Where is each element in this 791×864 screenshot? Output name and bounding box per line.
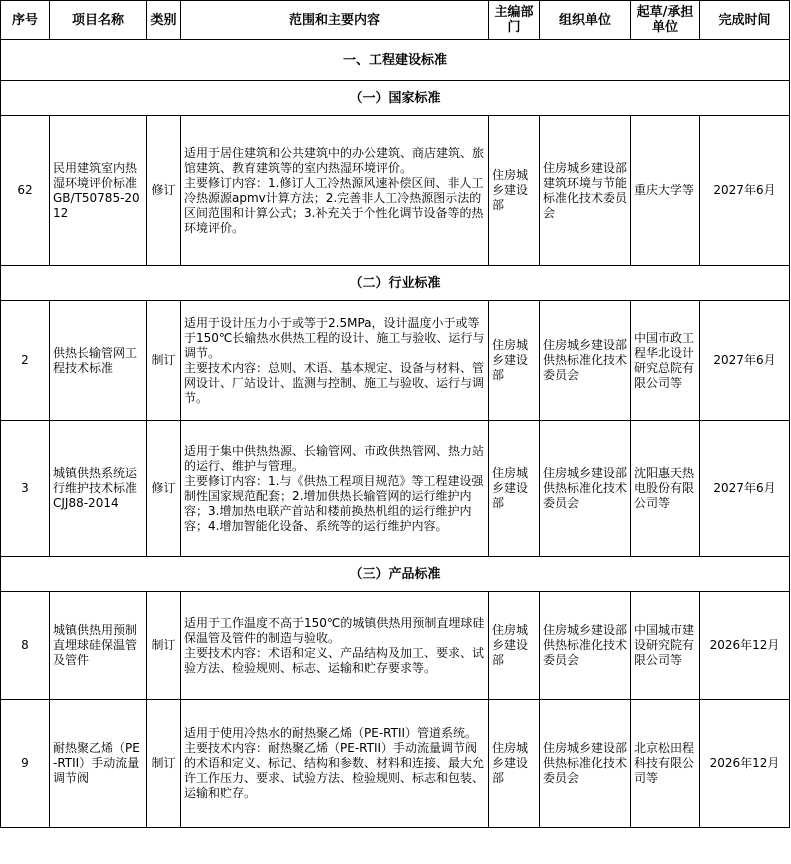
project-type: 制订 (147, 592, 181, 700)
editing-dept: 住房城乡建设部 (489, 116, 540, 266)
organizing-unit: 住房城乡建设部供热标准化技术委员会 (540, 700, 631, 828)
table-row (1, 700, 790, 828)
project-name: 供热长输管网工程技术标准 (50, 301, 147, 421)
project-type: 修订 (147, 116, 181, 266)
completion-date: 2027年6月 (700, 421, 790, 557)
scope-content (181, 592, 489, 700)
row-number: 8 (1, 592, 50, 700)
project-name: 城镇供热系统运行维护技术标准CJJ88-2014 (50, 421, 147, 557)
main-content-text: 主要技术内容：总则、术语、基本规定、设备与材料、管网设计、厂站设计、监测与控制、施工与验收、运行与调节。 (184, 360, 485, 405)
main-content-text: 主要修订内容：1.修订人工冷热源风速补偿区间、非人工冷热源源apmv计算方法；2.完善非人工冷热源图示法的区间范围和计算公式；3.补充关于个性化调节设备等的热环境评价。 (184, 175, 484, 235)
main-content-text: 主要技术内容：术语和定义、产品结构及加工、要求、试验方法、检验规则、标志、运输和贮存要求等。 (184, 645, 485, 675)
completion-date: 2027年6月 (700, 301, 790, 421)
project-type: 制订 (147, 301, 181, 421)
scope-text: 适用于居住建筑和公共建筑中的办公建筑、商店建筑、旅馆建筑、教育建筑等的室内热湿环境评价。 (184, 145, 485, 175)
drafting-unit: 北京松田程科技有限公司等 (631, 700, 700, 828)
editing-dept: 住房城乡建设部 (489, 592, 540, 700)
project-type: 修订 (147, 421, 181, 557)
main-content-text: 主要修订内容：1.与《供热工程项目规范》等工程建设强制性国家规范配套；2.增加供热长输管网的运行维护内容；3.增加热电联产首站和楼前换热机组的运行维护内容；4.增加智能化设备、系统等的运行维护内容。 (184, 473, 484, 533)
header-org: 组织单位 (540, 1, 631, 40)
completion-date: 2026年12月 (700, 700, 790, 828)
section-title: 一、工程建设标准 (1, 40, 790, 81)
header-date: 完成时间 (700, 1, 790, 40)
table-row (1, 116, 790, 266)
organizing-unit: 住房城乡建设部供热标准化技术委员会 (540, 592, 631, 700)
project-name: 民用建筑室内热湿环境评价标准GB/T50785-2012 (50, 116, 147, 266)
scope-content (181, 700, 489, 828)
table-row (1, 421, 790, 557)
subsection-title: （三）产品标准 (1, 557, 790, 592)
drafting-unit: 中国市政工程华北设计研究总院有限公司等 (631, 301, 700, 421)
row-number: 9 (1, 700, 50, 828)
section-row (1, 40, 790, 81)
project-name: 城镇供热用预制直埋球硅保温管及管件 (50, 592, 147, 700)
scope-content (181, 421, 489, 557)
row-number: 62 (1, 116, 50, 266)
header-drafter: 起草/承担单位 (631, 1, 700, 40)
completion-date: 2027年6月 (700, 116, 790, 266)
subsection-row (1, 266, 790, 301)
subsection-row (1, 81, 790, 116)
row-number: 3 (1, 421, 50, 557)
header-row (1, 1, 790, 40)
scope-text: 适用于设计压力小于或等于2.5MPa，设计温度小于或等于150℃长输热水供热工程的设计、施工与验收、运行与调节。 (184, 315, 485, 360)
table-row (1, 301, 790, 421)
drafting-unit: 沈阳惠天热电股份有限公司等 (631, 421, 700, 557)
project-type: 制订 (147, 700, 181, 828)
scope-text: 适用于使用冷热水的耐热聚乙烯（PE-RTII）管道系统。 (184, 726, 478, 740)
drafting-unit: 重庆大学等 (631, 116, 700, 266)
scope-content (181, 301, 489, 421)
editing-dept: 住房城乡建设部 (489, 700, 540, 828)
project-name: 耐热聚乙烯（PE-RTII）手动流量调节阀 (50, 700, 147, 828)
subsection-title: （一）国家标准 (1, 81, 790, 116)
header-dept: 主编部门 (489, 1, 540, 40)
main-content-text: 主要技术内容：耐热聚乙烯（PE-RTII）手动流量调节阀的术语和定义、标记、结构和参数、材料和连接、最大允许工作压力、要求、试验方法、检验规则、标志和包装、运输和贮存。 (184, 741, 485, 800)
editing-dept: 住房城乡建设部 (489, 301, 540, 421)
completion-date: 2026年12月 (700, 592, 790, 700)
row-number: 2 (1, 301, 50, 421)
scope-text: 适用于工作温度不高于150℃的城镇供热用预制直埋球硅保温管及管件的制造与验收。 (184, 615, 485, 645)
drafting-unit: 中国城市建设研究院有限公司等 (631, 592, 700, 700)
subsection-title: （二）行业标准 (1, 266, 790, 301)
organizing-unit: 住房城乡建设部供热标准化技术委员会 (540, 301, 631, 421)
header-type: 类别 (147, 1, 181, 40)
scope-text: 适用于集中供热热源、长输管网、市政供热管网、热力站的运行、维护与管理。 (184, 443, 485, 473)
header-name: 项目名称 (50, 1, 147, 40)
subsection-row (1, 557, 790, 592)
editing-dept: 住房城乡建设部 (489, 421, 540, 557)
header-no: 序号 (1, 1, 50, 40)
header-content: 范围和主要内容 (181, 1, 489, 40)
scope-content (181, 116, 489, 266)
organizing-unit: 住房城乡建设部供热标准化技术委员会 (540, 421, 631, 557)
organizing-unit: 住房城乡建设部建筑环境与节能标准化技术委员会 (540, 116, 631, 266)
table-row (1, 592, 790, 700)
